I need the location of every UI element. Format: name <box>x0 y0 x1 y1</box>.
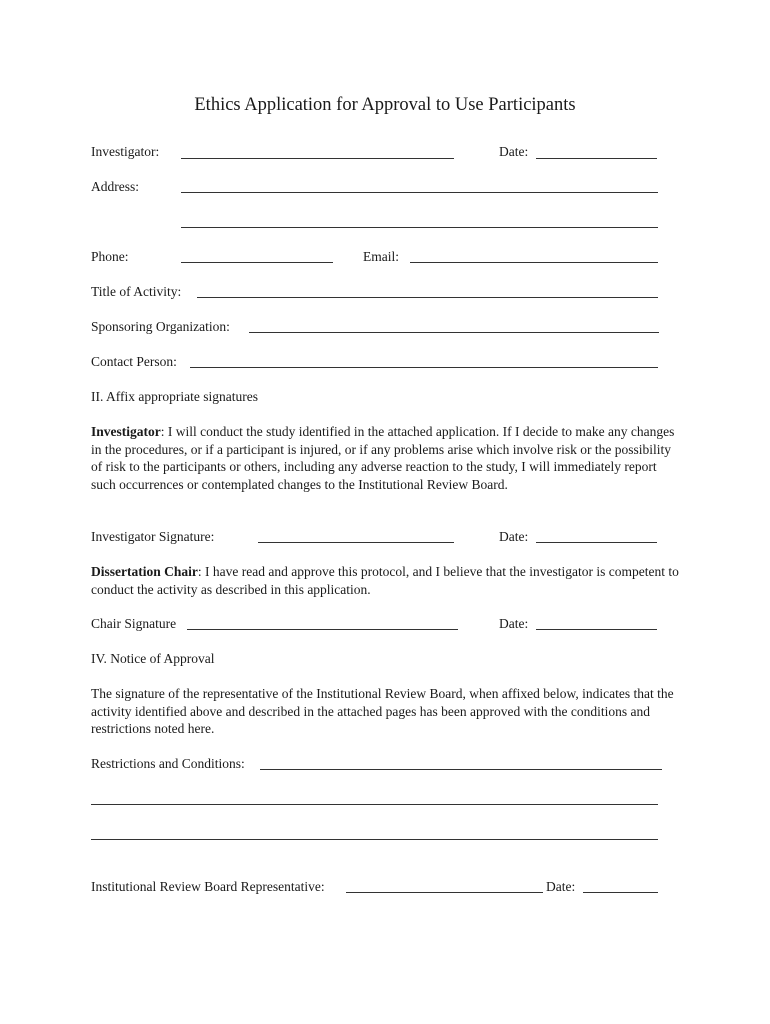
irb-date-label: Date: <box>546 879 576 894</box>
investigator-statement-bold: Investigator <box>91 424 161 439</box>
restrictions-field-line-1[interactable] <box>260 769 662 770</box>
chair-statement <box>91 563 681 598</box>
email-field[interactable] <box>410 262 658 263</box>
irb-representative-label: Institutional Review Board Representative: <box>91 879 325 894</box>
irb-date-field[interactable] <box>583 892 658 893</box>
investigator-statement-text: : I will conduct the study identified in the attached application. If I decide to make any changes in the procedures, or if a participant is injured, or if any problems arise which involve risk or the possibility of risk to the participants or others, including any adverse reaction to the study, I will immediately report such occurrences or contemplated changes to the Institutional Review Board. <box>91 424 675 492</box>
address-label: Address: <box>91 179 139 194</box>
title-of-activity-label: Title of Activity: <box>91 284 182 299</box>
restrictions-field-line-2[interactable] <box>91 804 658 805</box>
investigator-signature-label: Investigator Signature: <box>91 529 215 544</box>
address-field-line-1[interactable] <box>181 192 658 193</box>
investigator-field[interactable] <box>181 158 454 159</box>
restrictions-label: Restrictions and Conditions: <box>91 756 245 771</box>
contact-person-label: Contact Person: <box>91 354 177 369</box>
title-of-activity-field[interactable] <box>197 297 658 298</box>
chair-signature-field[interactable] <box>187 629 458 630</box>
investigator-date-field[interactable] <box>536 542 657 543</box>
section-iv-heading: IV. Notice of Approval <box>91 651 215 666</box>
page-title: Ethics Application for Approval to Use Participants <box>194 95 576 115</box>
notice-of-approval-text: The signature of the representative of the Institutional Review Board, when affixed below, indicates that the activity identified above and described in the attached pages has been approved with the conditions and restrictions noted here. <box>91 686 674 736</box>
investigator-date-label: Date: <box>499 529 529 544</box>
sponsoring-organization-field[interactable] <box>249 332 659 333</box>
date-field[interactable] <box>536 158 657 159</box>
contact-person-field[interactable] <box>190 367 658 368</box>
chair-date-field[interactable] <box>536 629 657 630</box>
date-label: Date: <box>499 144 529 159</box>
phone-field[interactable] <box>181 262 333 263</box>
chair-date-label: Date: <box>499 616 529 631</box>
section-ii-heading: II. Affix appropriate signatures <box>91 389 258 404</box>
phone-label: Phone: <box>91 249 129 264</box>
sponsoring-organization-label: Sponsoring Organization: <box>91 319 230 334</box>
irb-representative-field[interactable] <box>346 892 543 893</box>
investigator-label: Investigator: <box>91 144 160 159</box>
address-field-line-2[interactable] <box>181 227 658 228</box>
restrictions-field-line-3[interactable] <box>91 839 658 840</box>
email-label: Email: <box>363 249 399 264</box>
chair-statement-text: : I have read and approve this protocol, and I believe that the investigator is competent to conduct the activity as described in this application. <box>91 564 679 597</box>
chair-signature-label: Chair Signature <box>91 616 177 631</box>
investigator-signature-field[interactable] <box>258 542 454 543</box>
investigator-statement <box>91 423 681 493</box>
chair-statement-bold: Dissertation Chair <box>91 564 198 579</box>
